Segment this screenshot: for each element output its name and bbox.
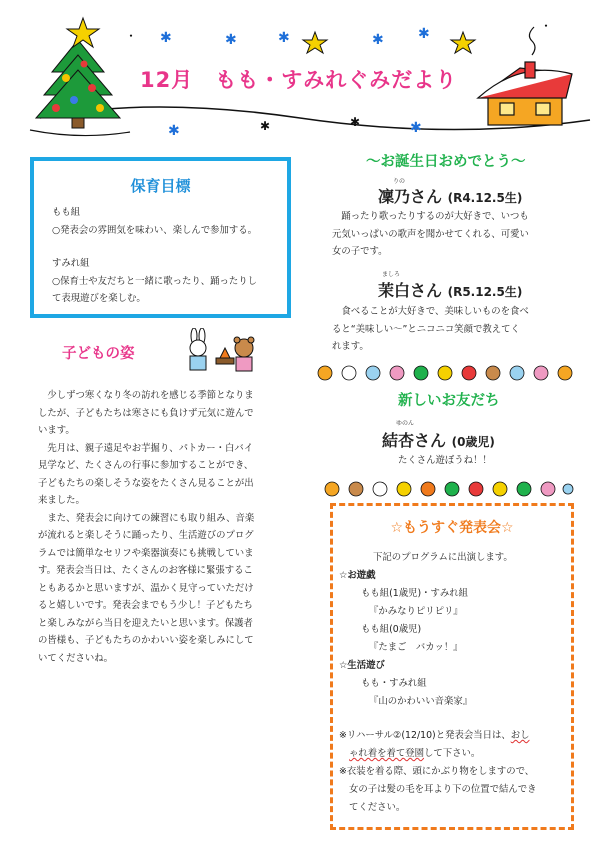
svg-text:✱: ✱ [260, 119, 271, 133]
program-group: もも・すみれ組 [361, 678, 427, 689]
note-rehearsal [339, 728, 529, 744]
svg-text:・: ・ [125, 29, 138, 43]
animal-border-icon [322, 478, 574, 500]
text-line: の皆様も、子どもたちのかわいい姿を楽しみにして [38, 635, 254, 646]
sumire-goal-line1: ○保育士や友だちと一緒に歌ったり、踊ったりし [52, 276, 258, 287]
text-line: いてくださいね。 [38, 652, 114, 664]
house-icon [478, 27, 572, 125]
category-life-play: ☆生活遊び [339, 660, 385, 671]
svg-text:✱: ✱ [278, 30, 290, 46]
note-costume-line3: てください。 [349, 802, 406, 813]
child-birthdate: (R4.12.5生) [447, 191, 523, 205]
note-emphasis: ゃれ着を着て登園 [349, 748, 425, 759]
sumire-label: すみれ組 [52, 258, 90, 269]
birthday-child-1-text [332, 208, 529, 261]
birthday-child-2 [378, 278, 522, 301]
text-line: います。 [38, 425, 75, 436]
svg-text:✱: ✱ [168, 123, 180, 139]
child-birthdate: (R5.12.5生) [447, 285, 523, 299]
birthday-child-1 [378, 184, 522, 207]
child-name: 結杏さん [382, 431, 447, 450]
goals-heading: 保育目標 [130, 177, 191, 195]
program-title: 『山のかわいい音楽家』 [369, 696, 473, 707]
note-rehearsal-cont [349, 746, 480, 762]
sumire-goal-line2: て表現遊びを楽しむ。 [52, 293, 146, 304]
children-text [38, 387, 254, 667]
new-friend-message: たくさん遊ぼうね！！ [398, 455, 492, 466]
text-line: 見学など、たくさんの行事に参加することができ、 [38, 460, 254, 471]
svg-text:✱: ✱ [225, 32, 237, 48]
svg-text:✱: ✱ [160, 30, 172, 46]
name-ruby: りの [393, 178, 406, 185]
note-text: ※リハーサル②(12/10)と発表会当日は、 [339, 730, 511, 741]
text-line: が流れると楽しそうに踊ったり、生活遊びのプログ [38, 530, 254, 541]
momo-label: もも組 [52, 207, 81, 218]
christmas-tree-icon [36, 40, 120, 128]
program-group: もも組(0歳児) [361, 624, 422, 635]
text-line: す。発表会当日は、たくさんのお客様に緊張するこ [38, 565, 253, 576]
text-line: 食べることが大好きで、美味しいものを食べ [332, 306, 529, 317]
text-line: 少しずつ寒くなり冬の訪れを感じる季節となりま [38, 390, 254, 401]
note-text: して下さい。 [424, 748, 481, 759]
note-costume-line2: 女の子は髪の毛を耳より下の位置で結んでき [349, 784, 537, 795]
name-ruby: ゆのん [396, 420, 415, 427]
text-line: また、発表会に向けての練習にも取り組み、音楽 [38, 512, 255, 524]
text-line: ると“美味しい～”とニコニコ笑顔で教えてく [332, 323, 520, 335]
animal-border-icon [315, 362, 575, 384]
new-friend-name [382, 428, 495, 451]
category-dance: ☆お遊戯 [339, 570, 376, 581]
svg-text:✱: ✱ [418, 26, 430, 42]
text-line: ると嬉しいです。発表会までもう少し！子どもたち [38, 600, 253, 611]
performance-heading: ☆もうすぐ発表会☆ [390, 520, 514, 536]
goals-box [30, 157, 291, 318]
note-costume-line1: ※衣装を着る際、頭にかぶり物をしますので、 [339, 766, 535, 777]
page-title: 12月 もも・すみれぐみだより [140, 68, 458, 92]
birthday-heading: ～お誕生日おめでとう～ [366, 154, 526, 170]
svg-text:✱: ✱ [410, 120, 422, 136]
text-line: 元気いっぱいの歌声を聞かせてくれる、可愛い [332, 228, 529, 240]
text-line: 踊ったり歌ったりするのが大好きで、いつも [332, 211, 529, 222]
performance-intro: 下記のプログラムに出演します。 [373, 552, 513, 563]
text-line: 女の子です。 [332, 246, 388, 257]
text-line: れます。 [332, 341, 369, 352]
performance-box [330, 503, 574, 830]
text-line: したが、子どもたちは寒さにも負けず元気に遊んで [38, 407, 254, 419]
program-group: もも組(1歳児)・すみれ組 [361, 588, 469, 599]
text-line: 子どもたちの楽しそうな姿をたくさん見ることが出 [38, 477, 254, 489]
text-line: ラムでは簡単なセリフや楽器演奏にも挑戦していま [38, 547, 254, 559]
child-name: 茉白さん [378, 281, 443, 300]
child-age: (0歳児) [451, 435, 495, 449]
new-friend-heading: 新しいお友だち [398, 393, 500, 409]
text-line: ともあるかと思いますが、温かく見守っていただけ [38, 582, 254, 594]
name-ruby: ましろ [382, 271, 401, 278]
text-line: 先月は、親子遠足やお芋掘り、パトカー・白バイ [38, 442, 254, 454]
birthday-child-2-text [332, 303, 529, 356]
program-title: 『たまご バカッ！』 [369, 642, 463, 653]
text-line: 来ました。 [38, 495, 85, 506]
child-name: 凜乃さん [378, 187, 443, 206]
svg-text:✱: ✱ [350, 115, 361, 129]
svg-text:・: ・ [540, 19, 553, 33]
momo-goal: ○発表会の雰囲気を味わい、楽しんで参加する。 [52, 225, 258, 236]
svg-text:✱: ✱ [372, 32, 384, 48]
program-title: 『かみなりピリピリ』 [369, 606, 463, 617]
note-emphasis: おし [510, 730, 530, 741]
bunny-bear-icon [180, 328, 260, 378]
text-line: と楽しみながら当日を迎えたいと思います。保護者 [38, 617, 253, 629]
children-heading: 子どもの姿 [62, 346, 135, 362]
